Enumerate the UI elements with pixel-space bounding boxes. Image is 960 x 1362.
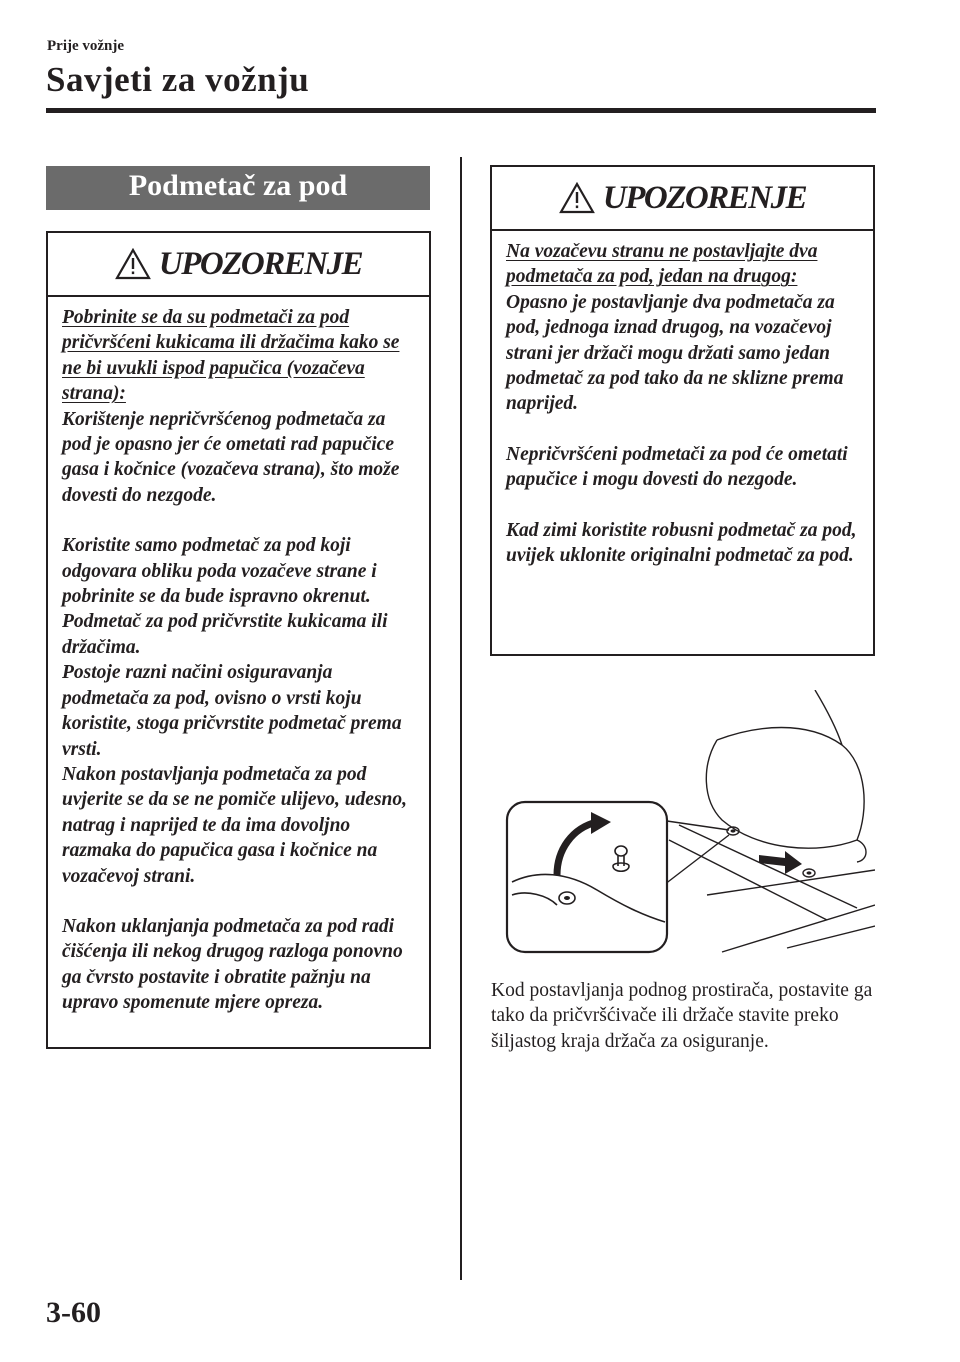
warning-triangle-icon <box>559 182 595 214</box>
warning-label: UPOZORENJE <box>602 179 807 216</box>
warning-label: UPOZORENJE <box>158 245 363 282</box>
warning-paragraph: Nakon uklanjanja podmetača za pod radi čišćenja ili nekog drugog razloga ponovno ga čvrsto postavite i obratite pažnju na upravo spomenute mjere opreza. <box>62 915 403 1014</box>
warning-paragraph: Korištenje nepričvršćenog podmetača za pod je opasno jer će ometati rad papučice gasa i kočnice (vozačeva strana), što može dovesti do nezgode. <box>62 408 400 506</box>
warning-paragraph: Nakon postavljanja podmetača za pod uvjerite se da se ne pomiče ulijevo, udesno, natrag i naprijed te da ima dovoljno razmaka do papučica gasa i kočnice na vozačevoj strani. <box>62 763 408 887</box>
warning-paragraph: Koristite samo podmetač za pod koji odgovara obliku poda vozačeve strane i pobrinite se da bude ispravno okrenut. Podmetač za pod pričvrstite kukicama ili držačima. <box>62 535 388 658</box>
warning-header <box>492 167 873 231</box>
warning-heading: Na vozačevu stranu ne postavljajte dva podmetača za pod, jedan na drugog: <box>506 241 818 288</box>
warning-heading: Pobrinite se da su podmetači za pod pričvršćeni kukicama ili držačima kako se ne bi uvukli ispod papučica (vozačeva strana): <box>62 307 400 405</box>
floor-mat-illustration <box>497 690 875 962</box>
warning-body <box>492 231 873 568</box>
page-number: 3-60 <box>46 1296 101 1329</box>
warning-paragraph: Postoje razni načini osiguravanja podmetača za pod, ovisno o vrsti koju koristite, stoga pričvrstite podmetač prema vrsti. <box>62 662 402 760</box>
column-divider <box>460 157 462 1280</box>
warning-paragraph: Opasno je postavljanje dva podmetača za pod, jednoga iznad drugog, na vozačevoj strani jer držači mogu držati samo jedan podmetač za pod tako da ne sklizne prema naprijed. <box>506 291 844 415</box>
warning-paragraph: Nepričvršćeni podmetači za pod će ometati papučice i mogu dovesti do nezgode. <box>506 443 848 491</box>
warning-body <box>48 297 429 1016</box>
breadcrumb: Prije vožnje <box>47 38 125 54</box>
page-title: Savjeti za vožnju <box>46 60 310 99</box>
section-banner: Podmetač za pod <box>46 166 430 210</box>
warning-box-left <box>46 231 431 1049</box>
figure-caption: Kod postavljanja podnog prostirača, postavite ga tako da pričvršćivače ili držače stavite preko šiljastog kraja držača za osiguranje. <box>491 980 873 1052</box>
warning-header <box>48 233 429 297</box>
warning-box-right <box>490 165 875 656</box>
warning-paragraph: Kad zimi koristite robusni podmetač za pod, uvijek uklonite originalni podmetač za pod. <box>506 519 857 567</box>
warning-triangle-icon <box>115 248 151 280</box>
title-rule <box>46 108 876 113</box>
